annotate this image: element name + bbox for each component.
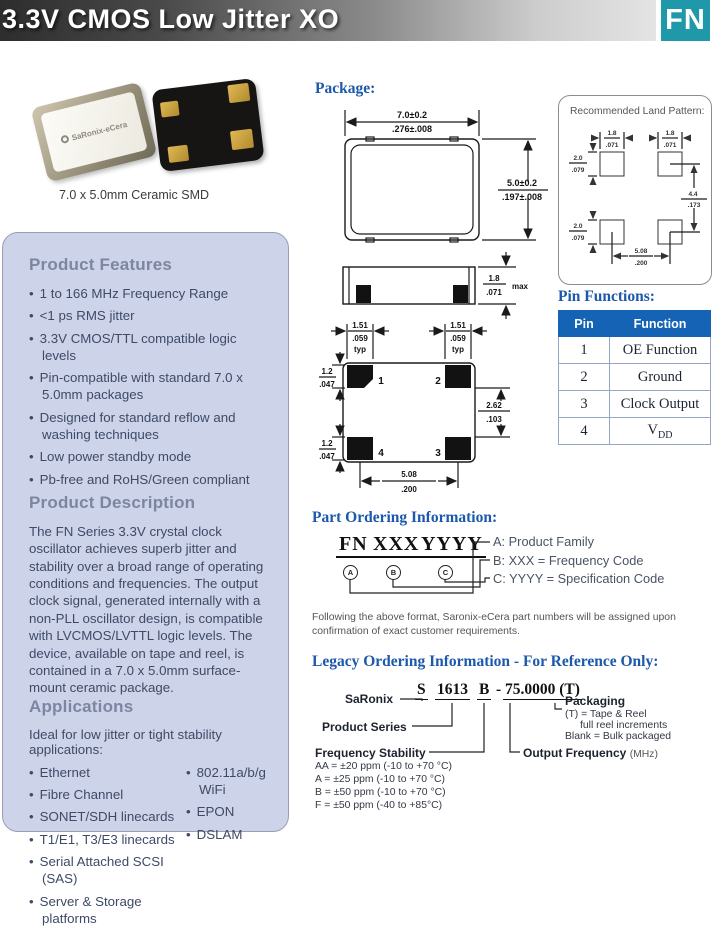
dim-row-gap-mm: 2.62: [486, 401, 502, 410]
stability-option: B = ±50 ppm (-10 to +70 °C): [315, 787, 446, 798]
dim-span-mm: 5.08: [401, 470, 417, 479]
fn-logo-text: FN: [665, 4, 706, 36]
land-dim-pad-w-mm: 1.8: [665, 130, 675, 137]
pin1-label: 1: [378, 376, 384, 387]
oscillator-bottom-view-photo: [151, 78, 264, 172]
part-ordering-diagram: [312, 533, 710, 609]
land-dim-pad-h-mm: 2.0: [573, 223, 583, 230]
legacy-code-saronix: S: [417, 681, 426, 698]
packaging-option: full reel increments: [580, 720, 668, 731]
pin-function: Ground: [610, 364, 711, 391]
dim-typ: typ: [452, 345, 464, 354]
pin-column-header: Pin: [559, 311, 610, 337]
package-side-view: [343, 252, 529, 319]
part-ordering-heading: Part Ordering Information:: [312, 509, 498, 526]
ordering-legend-line: B: XXX = Frequency Code: [493, 553, 644, 568]
dim-pad-width-in: .059: [450, 334, 466, 343]
circle-a: A: [343, 565, 358, 580]
stability-option: F = ±50 ppm (-40 to +85°C): [315, 800, 443, 811]
table-row: [559, 337, 711, 364]
package-top-view: [345, 110, 548, 242]
function-column-header: Function: [610, 311, 711, 337]
application-item: • Server & Storage platforms: [29, 893, 186, 928]
pin4-label: 4: [378, 448, 384, 459]
land-dim-hspan-mm: 5.08: [634, 248, 648, 255]
dim-pad-width-in: .059: [352, 334, 368, 343]
land-dim-pad-h-in: .079: [571, 235, 585, 242]
feature-item: • Low power standby mode: [29, 448, 270, 465]
pin-number: 2: [559, 364, 610, 391]
pin2-label: 2: [435, 376, 441, 387]
product-info-panel: [2, 232, 289, 926]
feature-item: • <1 ps RMS jitter: [29, 307, 270, 324]
pin-functions-heading: Pin Functions:: [558, 288, 655, 305]
legacy-code-stability: B: [479, 681, 490, 698]
dim-pad-height-mm: 1.2: [321, 367, 333, 376]
description-body: The FN Series 3.3V crystal clock oscillator achieves superb jitter and stability over a broad range of operating conditions and frequencies. The output clock signal, generated internally with a non-PLL oscillator design, is compatible with LVCMOS/LVTTL logic levels. The device, available on tape and reel, is contained in a 7.0 x 5.0mm surface-mount ceramic package.: [29, 523, 264, 696]
gold-pad: [167, 145, 189, 163]
land-dim-vspan-in: .173: [687, 202, 701, 209]
legacy-label-product-series: Product Series: [322, 720, 407, 734]
application-item: • Serial Attached SCSI (SAS): [29, 853, 186, 888]
land-dim-pad-h-in: .079: [571, 167, 585, 174]
package-bottom-view: [319, 321, 510, 494]
feature-item: • 3.3V CMOS/TTL compatible logic levels: [29, 330, 270, 365]
legacy-label-frequency-stability: Frequency Stability: [315, 746, 426, 760]
gold-pad: [230, 129, 254, 151]
pin-function: Clock Output: [610, 391, 711, 418]
legacy-ordering-heading: Legacy Ordering Information - For Reference Only:: [312, 653, 659, 670]
pin-number: 1: [559, 337, 610, 364]
pin-number: 3: [559, 391, 610, 418]
circle-c: C: [438, 565, 453, 580]
stability-option: AA = ±20 ppm (-10 to +70 °C): [315, 761, 452, 772]
legacy-code-dash: -: [496, 681, 502, 698]
application-item: • EPON: [186, 803, 270, 820]
applications-columns: [29, 764, 270, 932]
land-dim-pad-h-mm: 2.0: [573, 155, 583, 162]
legacy-label-saronix: SaRonix: [345, 692, 394, 706]
feature-item: • Designed for standard reflow and washing techniques: [29, 409, 270, 444]
applications-intro: Ideal for low jitter or tight stability applications:: [29, 726, 222, 757]
fn-series-logo: [661, 0, 710, 41]
legacy-label-packaging: Packaging: [565, 694, 626, 708]
dim-span-in: .200: [401, 485, 417, 494]
land-dim-vspan-mm: 4.4: [688, 191, 698, 198]
applications-col1: [29, 764, 186, 932]
packaging-option: (T) = Tape & Reel: [565, 709, 647, 720]
pin-functions-table: [558, 310, 711, 445]
land-pattern-title: Recommended Land Pattern:: [570, 106, 705, 117]
application-item: • DSLAM: [186, 826, 270, 843]
photo-caption: 7.0 x 5.0mm Ceramic SMD: [58, 188, 210, 202]
features-list: [29, 285, 270, 488]
dim-side-height-mm: 1.8: [488, 274, 500, 283]
saronix-logo-icon: [60, 134, 70, 144]
dim-top-width-mm: 7.0±0.2: [397, 110, 427, 120]
legacy-label-output-frequency: Output Frequency (MHz): [523, 746, 658, 760]
dim-top-height-mm: 5.0±0.2: [507, 178, 537, 188]
dim-pad-height-mm: 1.2: [321, 439, 333, 448]
pin-function: OE Function: [610, 337, 711, 364]
legacy-code-series: 1613: [437, 681, 468, 698]
circle-b: B: [386, 565, 401, 580]
ordering-legend-line: C: YYYY = Specification Code: [493, 571, 665, 586]
ordering-code-family: FN: [336, 533, 371, 558]
dim-pad-height-in: .047: [319, 452, 335, 461]
dim-pad-height-in: .047: [319, 380, 335, 389]
table-row: [559, 364, 711, 391]
dim-side-max: max: [511, 282, 529, 291]
ordering-legend-line: A: Product Family: [493, 534, 594, 549]
packaging-option: Blank = Bulk packaged: [565, 731, 671, 742]
legacy-ordering-diagram: [312, 678, 712, 811]
dim-pad-width-mm: 1.51: [352, 321, 368, 330]
ordering-code-frequency: XXX: [370, 533, 422, 558]
legacy-code-frequency: 75.0000 (T): [505, 681, 580, 698]
oscillator-top-view-photo: [30, 82, 157, 183]
package-heading: Package:: [315, 80, 376, 97]
feature-item: • 1 to 166 MHz Frequency Range: [29, 285, 270, 302]
application-item: • T1/E1, T3/E3 linecards: [29, 831, 186, 848]
gold-pad: [160, 100, 180, 117]
dim-typ: typ: [354, 345, 366, 354]
product-photo: [36, 78, 241, 186]
applications-heading: Applications: [29, 696, 134, 716]
land-dim-pad-w-mm: 1.8: [607, 130, 617, 137]
application-item: • Ethernet: [29, 764, 186, 781]
application-item: • SONET/SDH linecards: [29, 808, 186, 825]
land-pattern-drawing: [560, 126, 710, 278]
pin-function: $V_{DD}$: [610, 418, 711, 445]
pin-number: 4: [559, 418, 610, 445]
package-drawing: [318, 96, 553, 496]
application-item: • Fibre Channel: [29, 786, 186, 803]
oscillator-label-face: [40, 91, 148, 172]
output-frequency-unit: (MHz): [629, 749, 658, 760]
dim-top-width-in: .276±.008: [392, 124, 432, 134]
dim-pad-width-mm: 1.51: [450, 321, 466, 330]
stability-option: A = ±25 ppm (-10 to +70 °C): [315, 774, 445, 785]
page-title: 3.3V CMOS Low Jitter XO: [2, 4, 340, 34]
dim-side-height-in: .071: [486, 288, 502, 297]
land-dim-hspan-in: .200: [634, 260, 648, 267]
table-row: [559, 418, 711, 445]
ordering-code-spec: YYYY: [418, 533, 486, 558]
land-dim-pad-w-in: .071: [663, 142, 677, 149]
table-row: [559, 391, 711, 418]
ordering-note: Following the above format, Saronix-eCera part numbers will be assigned upon confirmation of exact customer requirements.: [312, 612, 676, 638]
gold-pad: [227, 83, 250, 103]
features-heading: Product Features: [29, 255, 173, 274]
applications-col2: [186, 764, 270, 932]
pin3-label: 3: [435, 448, 441, 459]
feature-item: • Pin-compatible with standard 7.0 x 5.0mm packages: [29, 369, 270, 404]
chip-brand-label: SaRonix-eCera: [70, 119, 129, 142]
dim-top-height-in: .197±.008: [502, 192, 542, 202]
feature-item: • Pb-free and RoHS/Green compliant: [29, 471, 270, 488]
land-pattern-panel: [558, 95, 712, 285]
dim-row-gap-in: .103: [486, 415, 502, 424]
description-heading: Product Description: [29, 492, 196, 512]
application-item: • 802.11a/b/g WiFi: [186, 764, 270, 799]
land-dim-pad-w-in: .071: [605, 142, 619, 149]
